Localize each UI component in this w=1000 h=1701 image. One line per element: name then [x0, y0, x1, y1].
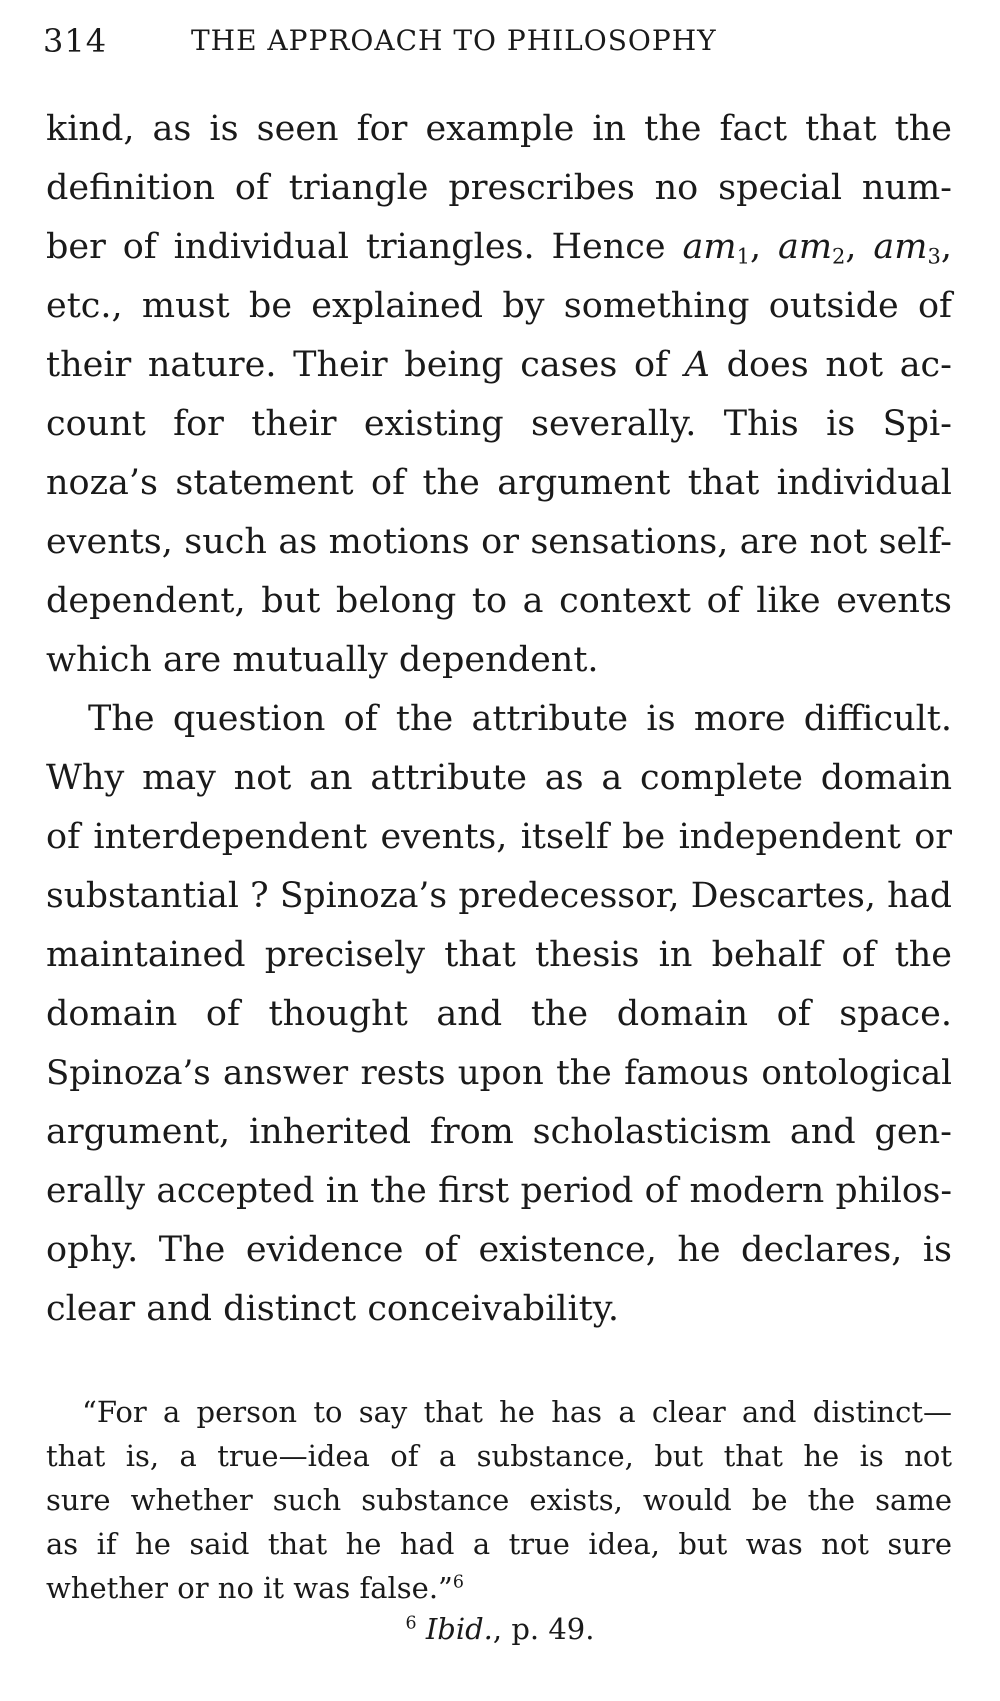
text-line: clear and distinct conceivability. [46, 1289, 619, 1329]
paragraph-2 [46, 690, 952, 1339]
footnote-page: , p. 49. [492, 1612, 595, 1646]
text-line: noza’s statement of the argument that individual [46, 463, 952, 503]
quote-line: that is, a true—idea of a substance, but that he is not [46, 1439, 952, 1473]
block-quote [46, 1390, 952, 1610]
text-line: The question of the attribute is more difficult. [88, 699, 952, 739]
paragraph-1 [46, 100, 952, 690]
text-line: kind, as is seen for example in the fact that the [46, 109, 952, 149]
body-text [46, 100, 952, 1339]
text-line: count for their existing severally. This is Spi- [46, 404, 952, 444]
quote-line: “For a person to say that he has a clear and distinct— [82, 1395, 952, 1429]
page-header [43, 22, 943, 62]
text-line: ber of individual triangles. Hence $am_1$, $am_2$, $am_3$, [46, 227, 952, 269]
text-line: Spinoza’s answer rests upon the famous ontological [46, 1053, 952, 1093]
text-line: definition of triangle prescribes no special num- [46, 168, 952, 208]
footnote-source: Ibid. [425, 1612, 493, 1646]
text-line: maintained precisely that thesis in behalf of the [46, 935, 952, 975]
text-line: ophy. The evidence of existence, he declares, is [46, 1230, 952, 1270]
footnote-marker: 6 [405, 1613, 417, 1634]
text-line: their nature. Their being cases of A does not ac- [46, 345, 952, 385]
footnote-reference: 6 [452, 1572, 464, 1593]
text-line: argument, inherited from scholasticism and gen- [46, 1112, 952, 1152]
running-title: THE APPROACH TO PHILOSOPHY [191, 24, 717, 57]
text-line: erally accepted in the first period of modern philos- [46, 1171, 952, 1211]
text-line: etc., must be explained by something outside of [46, 286, 952, 326]
footnote [0, 1612, 1000, 1646]
text-line: substantial ? Spinoza’s predecessor, Descartes, had [46, 876, 952, 916]
text-line: Why may not an attribute as a complete domain [46, 758, 952, 798]
quote-line: whether or no it was false.”$^6$ [46, 1571, 464, 1605]
text-line: dependent, but belong to a context of like events [46, 581, 952, 621]
quote-line: sure whether such substance exists, would be the same [46, 1483, 952, 1517]
text-line: which are mutually dependent. [46, 640, 599, 680]
text-line: events, such as motions or sensations, are not self- [46, 522, 952, 562]
quote-line: as if he said that he had a true idea, but was not sure [46, 1527, 952, 1561]
text-line: of interdependent events, itself be independent or [46, 817, 952, 857]
text-line: domain of thought and the domain of space. [46, 994, 952, 1034]
page-number: 314 [43, 22, 108, 60]
